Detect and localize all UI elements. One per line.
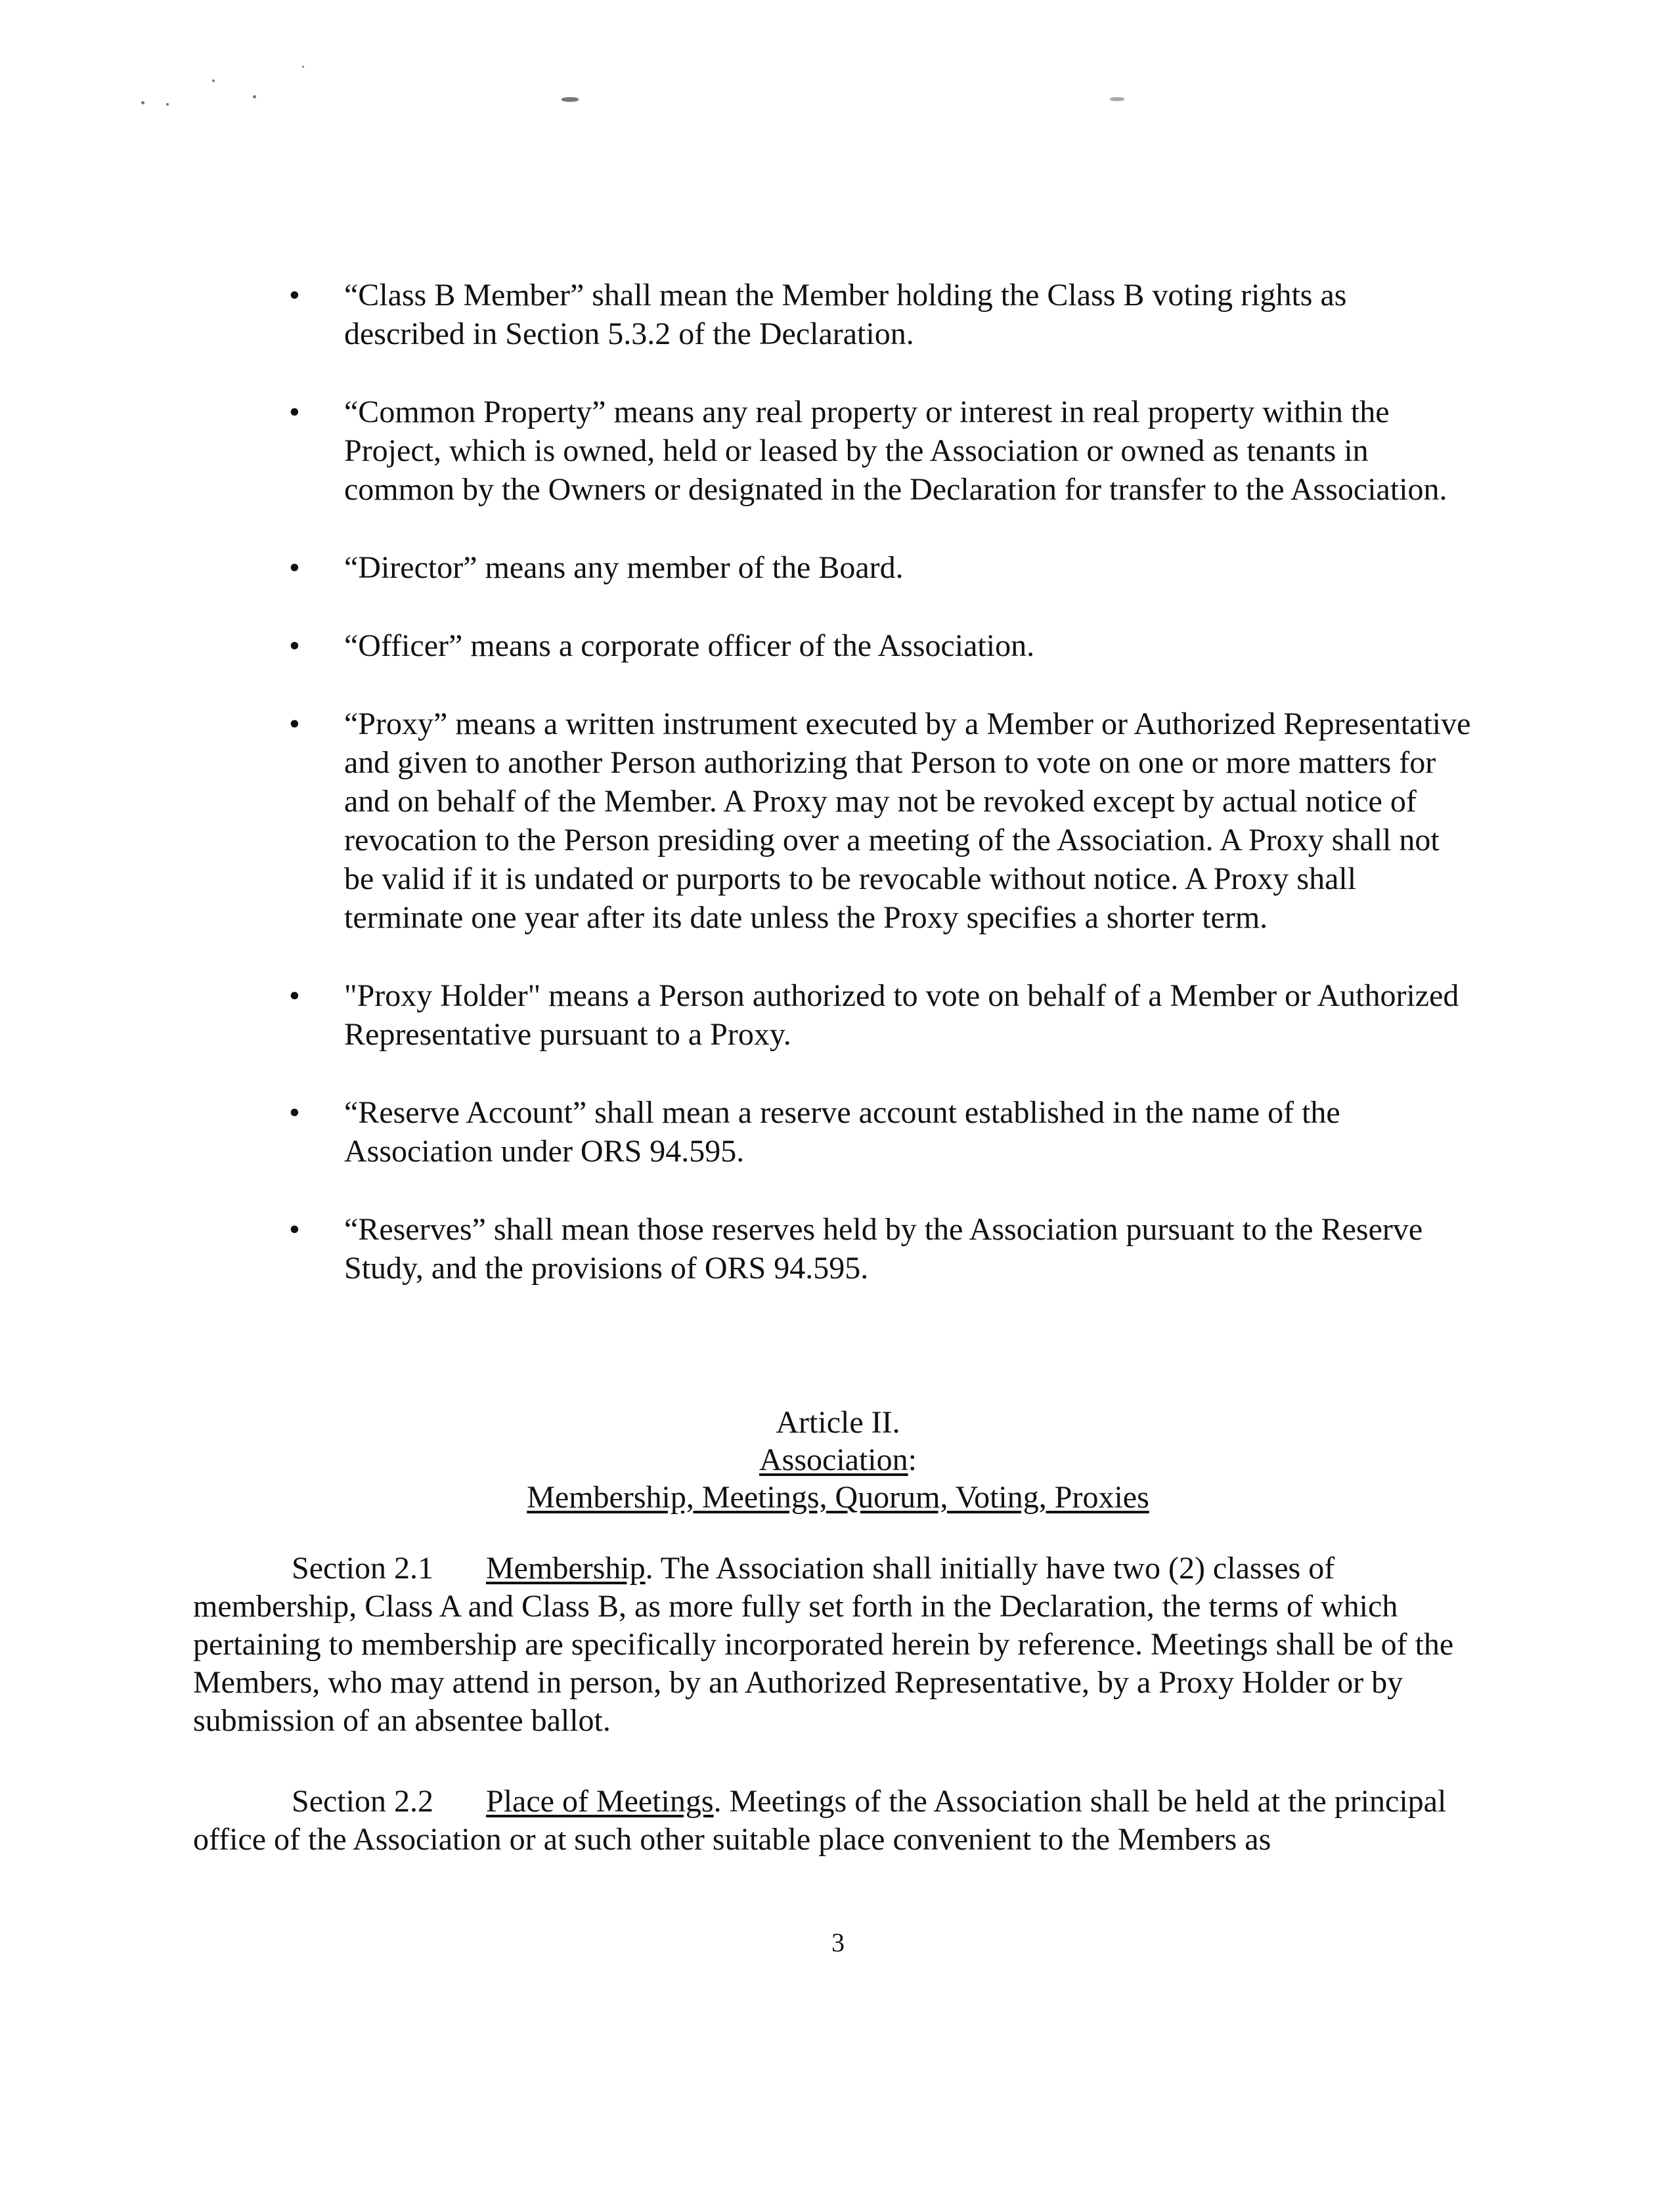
bullet-marker: • [289, 550, 300, 585]
bullet-marker: • [289, 628, 300, 663]
bullet-marker: • [289, 706, 300, 741]
scan-speck [253, 95, 256, 98]
definition-item [289, 626, 1471, 665]
article-title [0, 1441, 1676, 1479]
scan-speck [1110, 97, 1124, 101]
definition-item [289, 705, 1471, 937]
definition-item [289, 393, 1471, 509]
definition-text: “Common Property” means any real property or interest in real property within the Project, which is owned, held or leased by the Association or owned as tenants in common by the Owners or designated in the Declaration for transfer to the Association. [344, 395, 1447, 507]
article-title-text: Association [759, 1442, 908, 1477]
bullet-marker: • [289, 978, 300, 1013]
article-subtitle-text: Membership, Meetings, Quorum, Voting, Proxies [527, 1480, 1149, 1515]
section-number: Section 2.2 [292, 1784, 433, 1819]
definition-text: “Proxy” means a written instrument executed by a Member or Authorized Representative and given to another Person authorizing that Person to vote on one or more matters for and on behalf of the Member. A Proxy may not be revoked except by actual notice of revocation to the Person presiding over a meeting of the Association. A Proxy shall not be valid if it is undated or purports to be revocable without notice. A Proxy shall terminate one year after its date unless the Proxy specifies a shorter term. [344, 706, 1471, 935]
section-number: Section 2.1 [292, 1551, 433, 1586]
bullet-marker: • [289, 1095, 300, 1130]
section-body: Meetings of the Association shall be held at the principal office of the Association or at such other suitable place convenient to the Members as [193, 1784, 1447, 1857]
bullet-marker: • [289, 395, 300, 429]
section-2-2 [193, 1783, 1465, 1859]
scan-speck [166, 103, 169, 106]
definition-item [289, 276, 1471, 353]
definition-text: "Proxy Holder" means a Person authorized to vote on behalf of a Member or Authorized Representative pursuant to a Proxy. [344, 978, 1459, 1052]
definition-text: “Officer” means a corporate officer of the Association. [344, 628, 1035, 663]
section-heading: Place of Meetings [486, 1784, 714, 1819]
bullet-marker: • [289, 1212, 300, 1247]
definition-text: “Director” means any member of the Board. [344, 550, 904, 585]
section-heading-suffix: . [713, 1784, 722, 1819]
section-2-1 [193, 1550, 1465, 1740]
article-subtitle [0, 1479, 1676, 1516]
definition-item [289, 1093, 1471, 1171]
definition-item [289, 976, 1471, 1054]
section-heading-suffix: . [645, 1551, 653, 1586]
article-title-suffix: : [908, 1442, 917, 1477]
scan-speck [141, 101, 144, 104]
definition-item [289, 548, 1471, 587]
scan-speck [212, 79, 215, 82]
section-body: The Association shall initially have two (2) classes of membership, Class A and Class B, as more fully set forth in the Declaration, the terms of which pertaining to membership are specifically incorporated herein by reference. Meetings shall be of the Members, who may attend in person, by an Authorized Representative, by a Proxy Holder or by submission of an absentee ballot. [193, 1551, 1454, 1738]
page-number: 3 [831, 1928, 845, 1957]
definition-text: “Reserve Account” shall mean a reserve account established in the name of the Association under ORS 94.595. [344, 1095, 1340, 1169]
article-number: Article II. [776, 1405, 900, 1440]
definitions-list [289, 276, 1471, 1327]
bullet-marker: • [289, 278, 300, 313]
definition-text: “Reserves” shall mean those reserves held by the Association pursuant to the Reserve Study, and the provisions of ORS 94.595. [344, 1212, 1423, 1286]
definition-text: “Class B Member” shall mean the Member holding the Class B voting rights as described in Section 5.3.2 of the Declaration. [344, 278, 1347, 351]
section-heading: Membership [486, 1551, 646, 1586]
definition-item [289, 1210, 1471, 1288]
scan-speck [562, 97, 579, 102]
scan-speck [302, 66, 304, 68]
